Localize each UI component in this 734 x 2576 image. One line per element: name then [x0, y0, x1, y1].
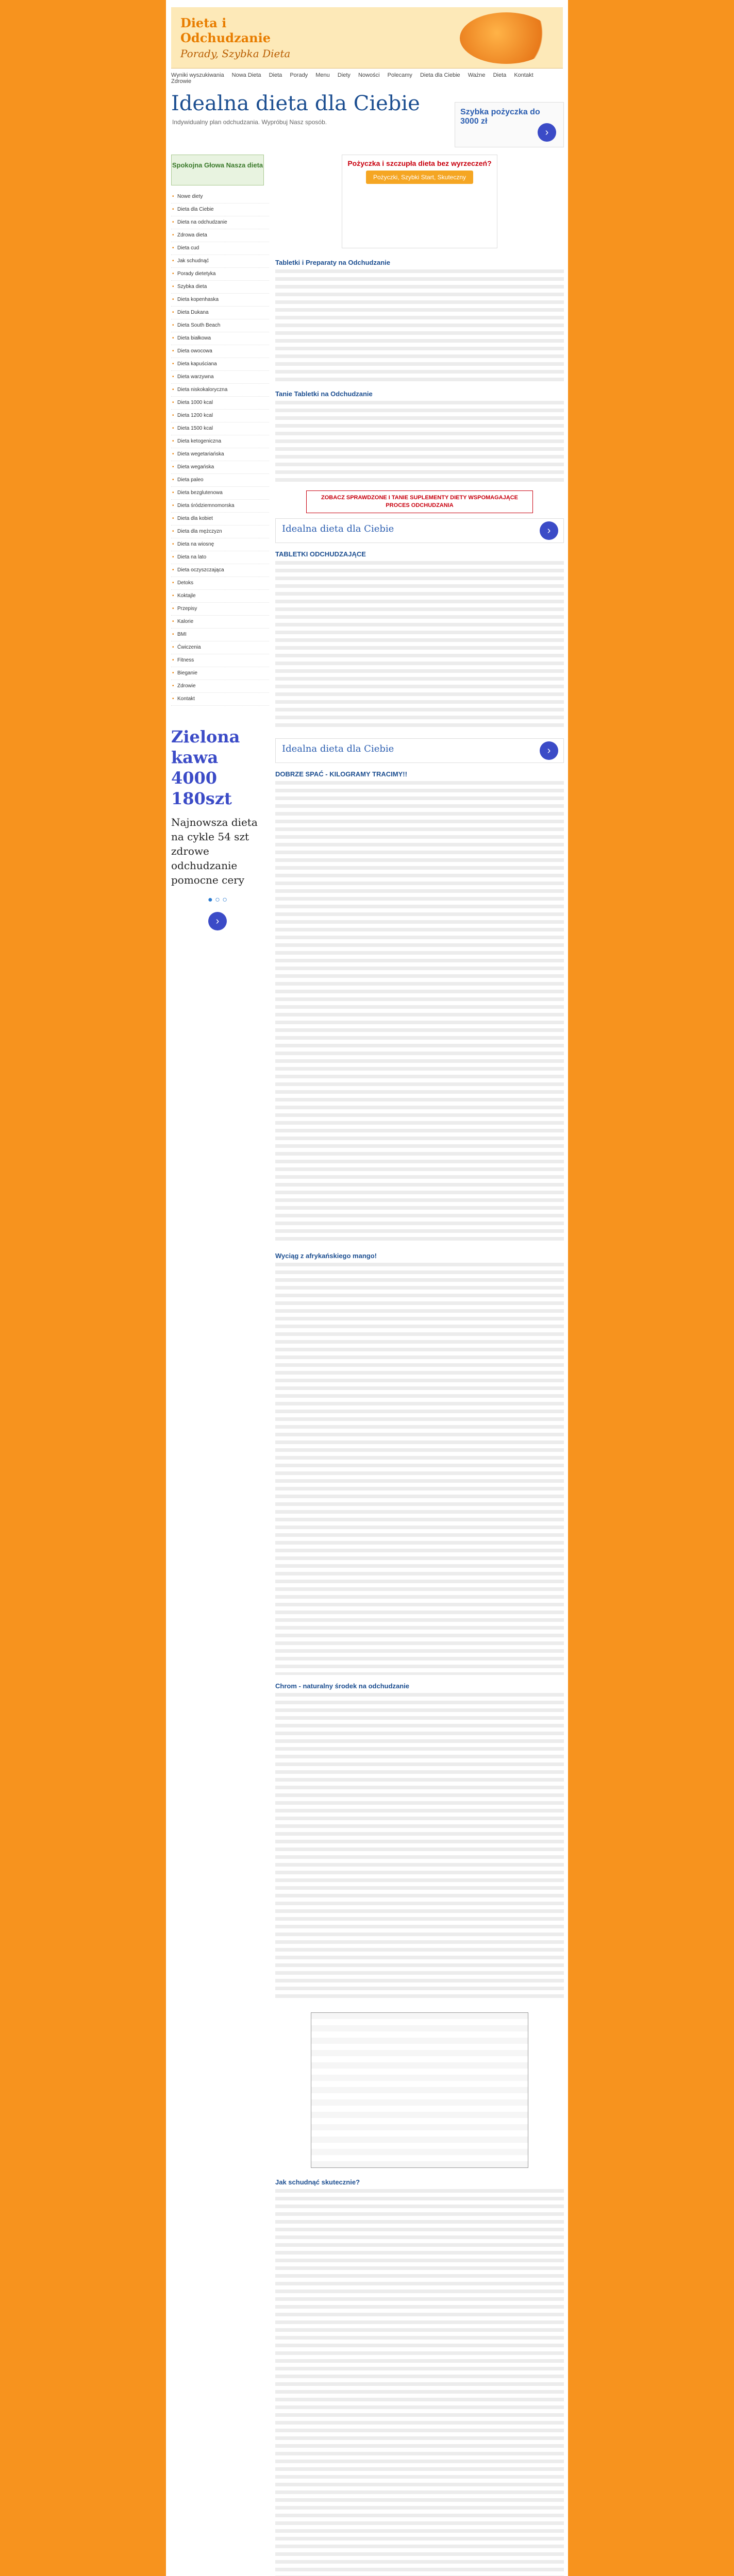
nav-link[interactable]: Polecamy — [387, 72, 412, 78]
sidebar-item[interactable]: • Kontakt — [171, 693, 269, 706]
nav-link[interactable]: Menu — [315, 72, 330, 78]
nav-link[interactable]: Diety — [337, 72, 351, 78]
sidebar-item[interactable]: • Dieta bezglutenowa — [171, 487, 269, 500]
sidebar-item[interactable]: • Ćwiczenia — [171, 641, 269, 654]
sidebar-item[interactable]: • BMI — [171, 629, 269, 641]
sidebar — [171, 155, 269, 984]
sidebar-item[interactable]: • Dieta dla kobiet — [171, 513, 269, 526]
nav-link[interactable]: Nowości — [358, 72, 380, 78]
main-content — [275, 155, 564, 2576]
sidebar-item[interactable]: • Dieta dla Ciebie — [171, 204, 269, 216]
arrow-right-icon[interactable]: › — [208, 912, 227, 930]
ad-button[interactable]: Pożyczki, Szybki Start, Skuteczny — [366, 171, 473, 184]
article-heading: DOBRZE SPAĆ - KILOGRAMY TRACIMY!! — [275, 770, 407, 778]
article-heading: Tabletki i Preparaty na Odchudzanie — [275, 259, 390, 266]
sidebar-item[interactable]: • Dieta paleo — [171, 474, 269, 487]
nav-link[interactable]: Kontakt — [514, 72, 533, 78]
sidebar-item[interactable]: • Dieta 1500 kcal — [171, 422, 269, 435]
sidebar-item[interactable]: • Dieta wegańska — [171, 461, 269, 474]
header-banner — [171, 7, 563, 69]
sidebar-item[interactable]: • Porady dietetyka — [171, 268, 269, 281]
sidebar-item[interactable]: • Szybka dieta — [171, 281, 269, 294]
nav-link[interactable]: Nowa Dieta — [231, 72, 261, 78]
nav-link[interactable]: Wyniki wyszukiwania — [171, 72, 224, 78]
diet-ad[interactable]: Idealna dieta dla Ciebie › — [275, 738, 564, 763]
top-nav — [171, 72, 563, 86]
article-text — [275, 2189, 564, 2576]
sidebar-item[interactable]: • Dieta ketogeniczna — [171, 435, 269, 448]
site-subtitle: Indywidualny plan odchudzania. Wypróbuj Nasz sposób. — [172, 118, 327, 126]
sidebar-item[interactable]: • Fitness — [171, 654, 269, 667]
nav-link[interactable]: Dieta — [493, 72, 507, 78]
nav-link[interactable]: Ważne — [468, 72, 486, 78]
sidebar-item[interactable]: • Dieta kopenhaska — [171, 294, 269, 307]
nav-link[interactable]: Porady — [290, 72, 308, 78]
sidebar-item[interactable]: • Dieta na lato — [171, 551, 269, 564]
content-ad[interactable]: Pożyczka i szczupła dieta bez wyrzeczeń? Pożyczki, Szybki Start, Skuteczny — [342, 155, 497, 248]
sidebar-item[interactable]: • Dieta kapuściana — [171, 358, 269, 371]
article-heading: Tanie Tabletki na Odchudzanie — [275, 390, 373, 398]
sidebar-item[interactable]: • Dieta cud — [171, 242, 269, 255]
sidebar-item[interactable]: • Koktajle — [171, 590, 269, 603]
data-table — [311, 2012, 528, 2168]
sidebar-banner[interactable]: Spokojna Głowa Nasza dieta — [171, 155, 264, 185]
article-heading: Jak schudnąć skutecznie? — [275, 2178, 360, 2186]
sidebar-item[interactable]: • Nowe diety — [171, 191, 269, 204]
sidebar-item[interactable]: • Dieta 1200 kcal — [171, 410, 269, 422]
sidebar-item[interactable]: • Dieta dla mężczyzn — [171, 526, 269, 538]
arrow-right-icon[interactable]: › — [540, 521, 558, 540]
sidebar-item[interactable]: • Zdrowie — [171, 680, 269, 693]
sidebar-item[interactable]: • Dieta 1000 kcal — [171, 397, 269, 410]
article-text — [275, 781, 564, 1245]
arrow-right-icon[interactable]: › — [540, 741, 558, 760]
sidebar-ad[interactable]: Zielona kawa 4000 180szt Najnowsza dieta na cykle 54 szt zdrowe odchudzanie pomocne cery ● ○ ○ › — [171, 726, 264, 984]
nav-link[interactable]: Dieta dla Ciebie — [420, 72, 460, 78]
sidebar-item[interactable]: • Dieta białkowa — [171, 332, 269, 345]
sidebar-item[interactable]: • Dieta niskokaloryczna — [171, 384, 269, 397]
loan-ad[interactable]: Szybka pożyczka do 3000 zł › — [455, 102, 564, 147]
article-text — [275, 401, 564, 483]
nav-link[interactable]: Dieta — [269, 72, 282, 78]
article-heading: TABLETKI ODCHUDZAJĄCE — [275, 550, 366, 558]
site-title[interactable]: Idealna dieta dla Ciebie — [171, 92, 420, 115]
sidebar-menu — [171, 191, 269, 706]
sidebar-item[interactable]: • Dieta Dukana — [171, 307, 269, 319]
sidebar-item[interactable]: • Dieta warzywna — [171, 371, 269, 384]
site-logo[interactable]: Dieta i Odchudzanie Porady, Szybka Dieta — [180, 15, 291, 60]
sidebar-item[interactable]: • Detoks — [171, 577, 269, 590]
article-heading: Chrom - naturalny środek na odchudzanie — [275, 1682, 410, 1690]
sidebar-item[interactable]: • Dieta na odchudzanie — [171, 216, 269, 229]
article — [275, 259, 564, 2576]
arrow-right-icon[interactable]: › — [538, 123, 556, 142]
sidebar-item[interactable]: • Dieta South Beach — [171, 319, 269, 332]
sidebar-item[interactable]: • Zdrowa dieta — [171, 229, 269, 242]
article-text — [275, 1693, 564, 2002]
nav-link[interactable]: Zdrowie — [171, 78, 192, 84]
sidebar-item[interactable]: • Kalorie — [171, 616, 269, 629]
sidebar-item[interactable]: • Jak schudnąć — [171, 255, 269, 268]
fruit-image — [460, 12, 553, 64]
article-text — [275, 1263, 564, 1675]
article-heading: Wyciąg z afrykańskiego mango! — [275, 1252, 377, 1260]
sidebar-item[interactable]: • Dieta oczyszczająca — [171, 564, 269, 577]
diet-ad[interactable]: Idealna dieta dla Ciebie › — [275, 518, 564, 543]
page — [166, 0, 568, 2576]
carousel-dots[interactable]: ● ○ ○ — [208, 895, 227, 904]
sidebar-item[interactable]: • Bieganie — [171, 667, 269, 680]
sidebar-item[interactable]: • Dieta wegetariańska — [171, 448, 269, 461]
sidebar-item[interactable]: • Dieta na wiosnę — [171, 538, 269, 551]
notice-box[interactable]: ZOBACZ SPRAWDZONE I TANIE SUPLEMENTY DIETY WSPOMAGAJĄCE PROCES ODCHUDZANIA — [306, 490, 533, 513]
article-text — [275, 269, 564, 383]
sidebar-item[interactable]: • Dieta owocowa — [171, 345, 269, 358]
sidebar-item[interactable]: • Dieta śródziemnomorska — [171, 500, 269, 513]
sidebar-item[interactable]: • Przepisy — [171, 603, 269, 616]
article-text — [275, 561, 564, 731]
